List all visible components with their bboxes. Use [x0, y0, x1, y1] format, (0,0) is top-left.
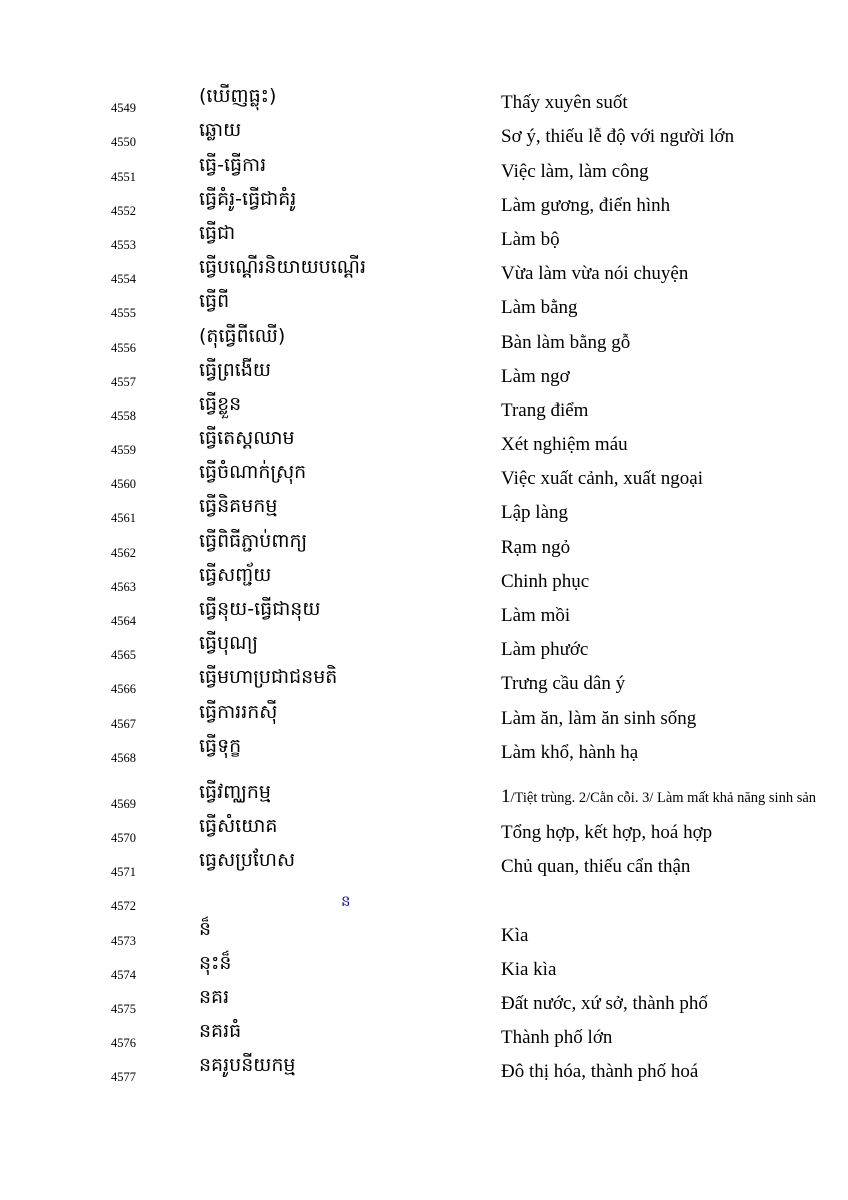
entry-number: 4577 [111, 1070, 136, 1085]
khmer-term: ធ្វើការរកស៊ី [199, 700, 278, 723]
vietnamese-definition: Thấy xuyên suốt [501, 92, 628, 114]
entry-row [0, 633, 848, 667]
vietnamese-definition: Đô thị hóa, thành phố hoá [501, 1061, 699, 1083]
entry-number: 4558 [111, 408, 136, 423]
entry-row [0, 394, 848, 428]
khmer-term: ធ្វើនិគមកម្ម [199, 495, 278, 518]
khmer-term: ធ្វើខ្លួន [199, 392, 242, 415]
vietnamese-definition: Làm phước [501, 639, 589, 661]
entry-number: 4555 [111, 306, 136, 321]
khmer-term: នុះន៏ [199, 951, 232, 974]
khmer-term: ធ្វើទុក្ខ [199, 734, 242, 757]
khmer-term: (តុធ្វើពីឈើ) [199, 324, 286, 347]
khmer-term: ឆ្លោយ [199, 119, 242, 142]
entry-row [0, 120, 848, 154]
entry-number: 4550 [111, 135, 136, 150]
vietnamese-definition: Tổng hợp, kết hợp, hoá hợp [501, 821, 713, 843]
entry-row [0, 565, 848, 599]
vietnamese-definition: Bàn làm bằng gỗ [501, 331, 631, 353]
entry-row [0, 667, 848, 701]
entry-number: 4568 [111, 750, 136, 765]
entry-row [0, 496, 848, 530]
entry-number: 4575 [111, 1001, 136, 1016]
entry-row [0, 154, 848, 188]
khmer-term: ធ្វើនុយ-ធ្វើជានុយ [199, 598, 321, 620]
entry-row [0, 189, 848, 223]
vietnamese-definition: Vừa làm vừa nói chuyện [501, 263, 689, 285]
khmer-term: ធ្វើចំណាក់ស្រុក [199, 461, 307, 484]
vietnamese-definition: Kìa [501, 924, 529, 946]
khmer-term: ធ្វើបណ្តើរនិយាយបណ្តើរ [199, 256, 366, 279]
entry-row [0, 257, 848, 291]
entry-number: 4552 [111, 203, 136, 218]
khmer-term: ធ្វើមហាប្រជាជនមតិ [199, 666, 338, 689]
entry-row [0, 918, 848, 952]
entry-number: 4564 [111, 614, 136, 628]
khmer-term: ធ្វើព្រងើយ [199, 358, 271, 381]
khmer-term: ធ្វើបុណ្យ [199, 632, 259, 655]
section-letter: ន [341, 892, 351, 911]
dictionary-entries [0, 86, 848, 1089]
vietnamese-definition: Chinh phục [501, 570, 590, 592]
khmer-term: ធ្វើពី [199, 290, 230, 313]
vietnamese-definition: Thành phố lớn [501, 1027, 613, 1049]
khmer-term: ធ្វើសញ្ជ័យ [199, 563, 272, 586]
vietnamese-definition: Lập làng [501, 502, 569, 524]
khmer-term: ធ្វើគំរូ-ធ្វើជាគំរូ [199, 187, 297, 210]
entry-number: 4572 [111, 899, 136, 914]
entry-number: 4570 [111, 830, 136, 845]
entry-number: 4566 [111, 682, 136, 697]
vietnamese-definition: Rạm ngỏ [501, 536, 571, 558]
entry-row [0, 1021, 848, 1055]
definition-text: /Tiệt trùng. 2/Cằn cỗi. 3/ Làm mất khả năng sinh sản [510, 789, 817, 806]
entry-number: 4562 [111, 545, 136, 560]
entry-number: 4551 [111, 169, 136, 184]
entry-row [0, 291, 848, 325]
vietnamese-definition: Làm gương, điển hình [501, 194, 671, 216]
vietnamese-definition: Việc làm, làm công [501, 160, 649, 182]
entry-row [0, 360, 848, 394]
entry-row [0, 816, 848, 850]
entry-row [0, 1055, 848, 1089]
khmer-term: ធ្វើពិធីភ្ជាប់ពាក្យ [199, 529, 308, 552]
khmer-term: ធ្វើ-ធ្វើការ [199, 153, 267, 176]
khmer-term: ធ្វើវញ្ឈកម្ម [199, 780, 271, 803]
vietnamese-definition: Làm bộ [501, 228, 560, 250]
entry-row [0, 599, 848, 633]
entry-number: 4573 [111, 933, 136, 948]
entry-row [0, 428, 848, 462]
khmer-term: នគរ [199, 985, 230, 1008]
entry-number: 4567 [111, 716, 136, 731]
entry-number: 4576 [111, 1036, 136, 1051]
entry-number: 4556 [111, 340, 136, 355]
entry-number: 4557 [111, 374, 136, 389]
khmer-term: ធ្វេសប្រហែស [199, 849, 296, 872]
entry-number: 4561 [111, 511, 136, 526]
entry-number: 4569 [111, 796, 136, 811]
khmer-term: ន៏ [199, 917, 212, 940]
entry-row [0, 850, 848, 884]
entry-number: 4549 [111, 101, 136, 116]
entry-number: 4559 [111, 443, 136, 458]
vietnamese-definition: Làm bằng [501, 297, 578, 319]
section-letter-row [0, 884, 848, 918]
entry-number: 4563 [111, 579, 136, 594]
vietnamese-definition [501, 786, 816, 808]
entry-number: 4554 [111, 272, 136, 287]
khmer-term: ធ្វើតេស្តឈាម [199, 427, 295, 450]
entry-number: 4574 [111, 967, 136, 982]
entry-row [0, 953, 848, 987]
entry-number: 4571 [111, 865, 136, 880]
vietnamese-definition: Trang điểm [501, 399, 589, 421]
entry-row [0, 987, 848, 1021]
vietnamese-definition: Chủ quan, thiếu cẩn thận [501, 856, 691, 878]
vietnamese-definition: Trưng cầu dân ý [501, 673, 626, 695]
vietnamese-definition: Làm ngơ [501, 365, 570, 387]
khmer-term: នគរធំ [199, 1020, 242, 1043]
vietnamese-definition: Kia kìa [501, 958, 557, 980]
entry-row [0, 325, 848, 359]
entry-row [0, 530, 848, 564]
vietnamese-definition: Làm mồi [501, 605, 571, 626]
khmer-term: ធ្វើជា [199, 221, 236, 244]
entry-number: 4553 [111, 237, 136, 252]
vietnamese-definition: Làm khổ, hành hạ [501, 741, 639, 763]
entry-row [0, 701, 848, 735]
entry-row [0, 462, 848, 496]
entry-row [0, 736, 848, 770]
khmer-term: នគរូបនីយកម្ម [199, 1054, 296, 1077]
entry-number: 4560 [111, 477, 136, 492]
vietnamese-definition: Đất nước, xứ sở, thành phố [501, 992, 708, 1014]
vietnamese-definition: Xét nghiệm máu [501, 434, 628, 456]
entry-row [0, 86, 848, 120]
entry-number: 4565 [111, 648, 136, 663]
vietnamese-definition: Làm ăn, làm ăn sinh sống [501, 707, 697, 729]
khmer-term: ធ្វើសំយោគ [199, 814, 278, 837]
entry-row [0, 223, 848, 257]
definition-lead-number: 1 [501, 785, 511, 807]
vietnamese-definition: Việc xuất cảnh, xuất ngoại [501, 468, 703, 490]
khmer-term: (ឃើញធ្លុះ) [199, 85, 277, 108]
entry-row [0, 770, 848, 816]
vietnamese-definition: Sơ ý, thiếu lễ độ với người lớn [501, 126, 735, 148]
